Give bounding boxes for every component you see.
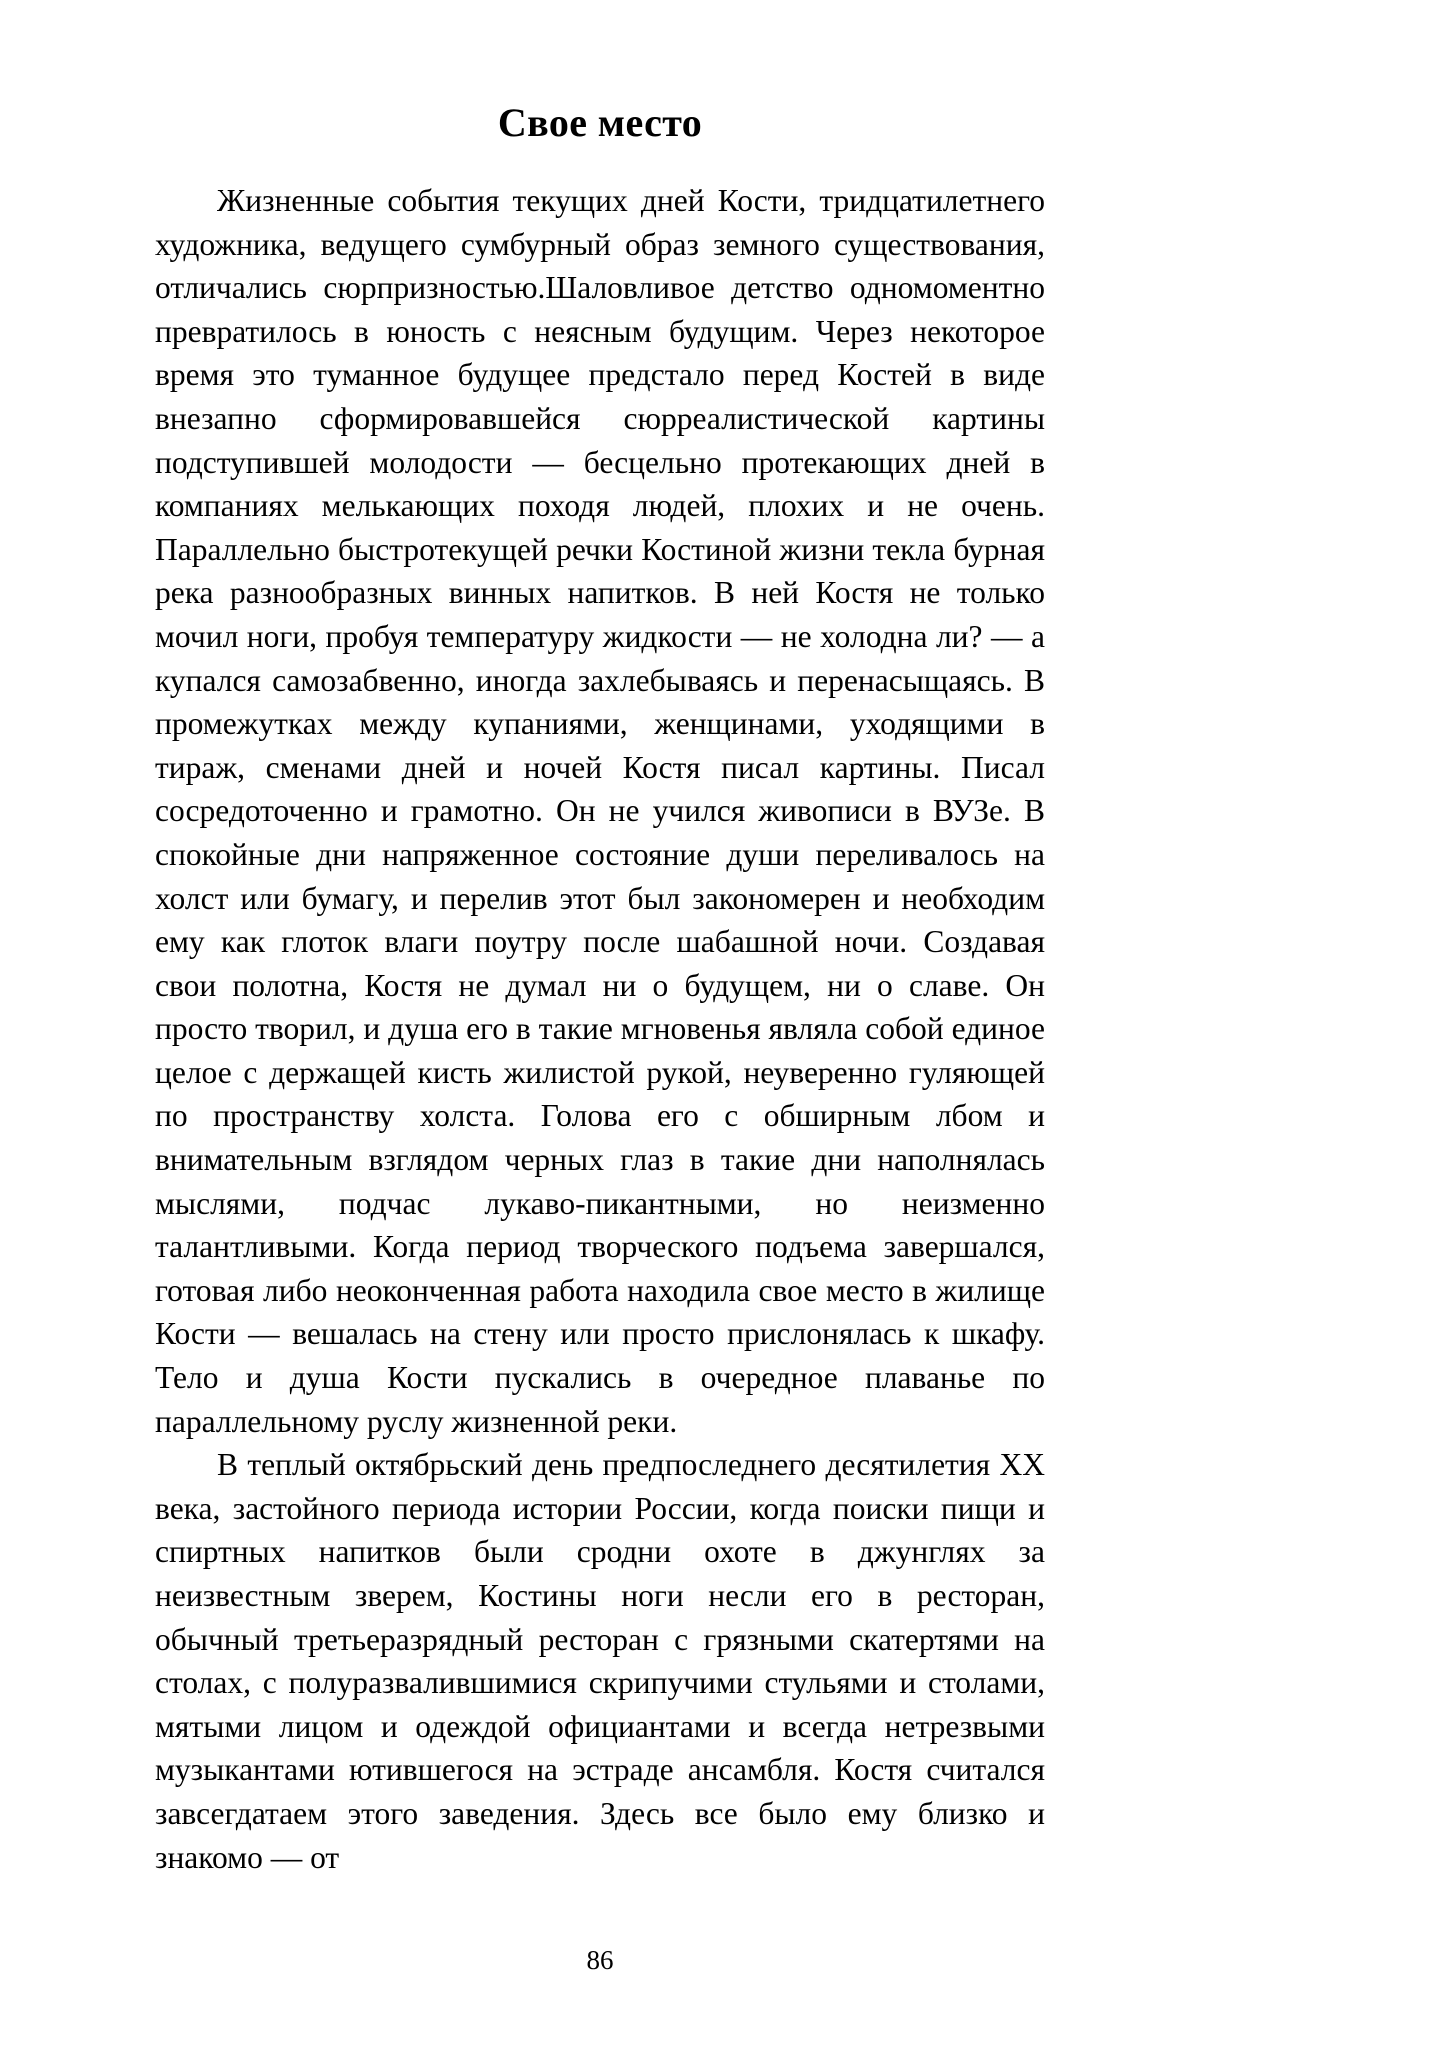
paragraph-2: В теплый октябрьский день предпоследнего десятилетия ХХ века, застойного периода истории России, когда поиски пищи и спиртных напитков были сродни охоте в джунглях за неизвестным зверем, Костины ноги несли его в ресторан, обычный третьеразрядный ресторан с грязными скатертями на столах, с полуразвалившимися скрипучими стульями и столами, мятыми лицом и одеждой официантами и всегда нетрезвыми музыкантами ютившегося на эстраде ансамбля. Костя считался завсегдатаем этого заведения. Здесь все было ему близко и знакомо — от — [155, 1447, 1045, 1875]
body-text-block — [155, 179, 1045, 1879]
page-number: 86 — [586, 1945, 614, 1975]
page-title: Свое место — [497, 100, 703, 145]
paragraph-1: Жизненные события текущих дней Кости, тридцатилетнего художника, ведущего сумбурный образ земного существования, отличались сюрпризностью.Шаловливое детство одномоментно превратилось в юность с неясным будущим. Через некоторое время это туманное будущее предстало перед Костей в виде внезапно сформировавшейся сюрреалистической картины подступившей молодости — бесцельно протекающих дней в компаниях мелькающих походя людей, плохих и не очень. Параллельно быстротекущей речки Костиной жизни текла бурная река разнообразных винных напитков. В ней Костя не только мочил ноги, пробуя температуру жидкости — не холодна ли? — а купался самозабвенно, иногда захлебываясь и перенасыщаясь. В промежутках между купаниями, женщинами, уходящими в тираж, сменами дней и ночей Костя писал картины. Писал сосредоточенно и грамотно. Он не учился живописи в ВУЗе. В спокойные дни напряженное состояние души переливалось на холст или бумагу, и перелив этот был закономерен и необходим ему как глоток влаги поутру после шабашной ночи. Создавая свои полотна, Костя не думал ни о будущем, ни о славе. Он просто творил, и душа его в такие мгновенья являла собой единое целое с держащей кисть жилистой рукой, неуверенно гуляющей по пространству холста. Голова его с обширным лбом и внимательным взглядом черных глаз в такие дни наполнялась мыслями, подчас лукаво-пикантными, но неизменно талантливыми. Когда период творческого подъема завершался, готовая либо неоконченная работа находила свое место в жилище Кости — вешалась на стену или просто прислонялась к шкафу. Тело и душа Кости пускались в очередное плаванье по параллельному руслу жизненной реки. — [155, 183, 1045, 1439]
